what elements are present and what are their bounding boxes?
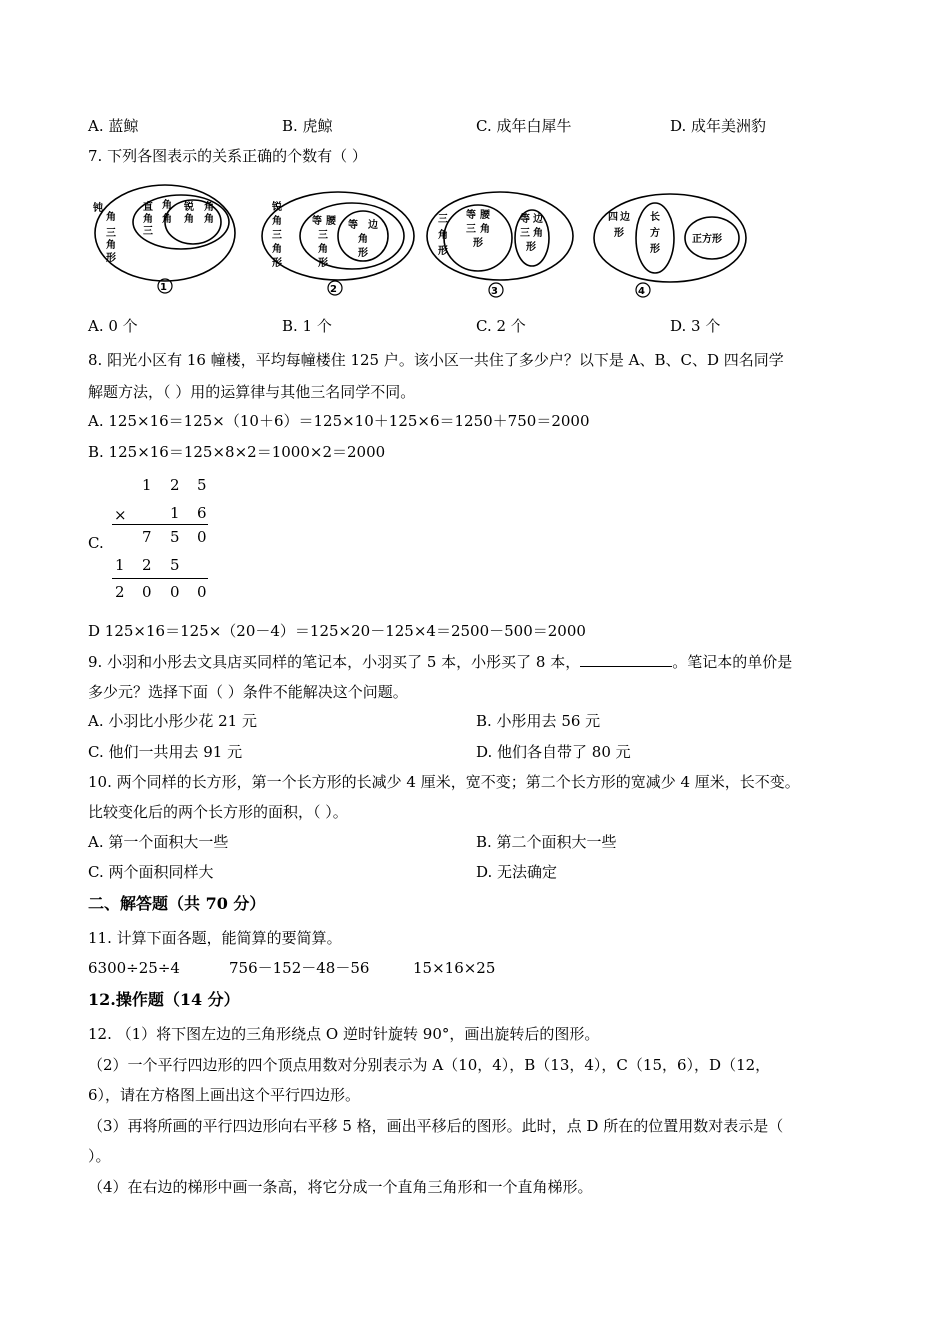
vm-r1-d1: 2 bbox=[170, 476, 180, 494]
vm-r4-d1: 2 bbox=[142, 556, 152, 574]
fig4-mid-c0: 长 bbox=[650, 212, 660, 223]
venn-figure-1 bbox=[93, 185, 235, 293]
vm-r5-d0: 2 bbox=[115, 583, 125, 601]
q9-stem-part1: 9. 小羽和小彤去文具店买同样的笔记本，小羽买了 5 本，小彤买了 8 本， bbox=[88, 653, 581, 671]
fig3-right-c0: 等 bbox=[520, 214, 530, 225]
fig3-mid-c0: 等 bbox=[466, 210, 476, 221]
q9-stem-part2: 。笔记本的单价是 bbox=[672, 653, 793, 671]
q8-option-b: B. 125×16＝125×8×2＝1000×2＝2000 bbox=[88, 443, 386, 461]
fig1-outer-c1: 角 bbox=[106, 212, 116, 223]
fig4-mid-c2: 形 bbox=[650, 244, 660, 255]
q6-option-b: B. 虎鲸 bbox=[282, 117, 333, 135]
q6-option-a: A. 蓝鲸 bbox=[88, 117, 139, 135]
q12-part1: 12. （1）将下图左边的三角形绕点 O 逆时针旋转 90°，画出旋转后的图形。 bbox=[88, 1025, 600, 1043]
q10-option-c: C. 两个面积同样大 bbox=[88, 863, 214, 881]
q6-option-c: C. 成年白犀牛 bbox=[476, 117, 572, 135]
fig3-left-c2: 形 bbox=[438, 246, 448, 257]
fig2-outer-c2: 三 bbox=[272, 230, 282, 241]
vm-r5-d1: 0 bbox=[142, 583, 152, 601]
q9-option-b: B. 小彤用去 56 元 bbox=[476, 712, 601, 730]
fig2-num: 2 bbox=[330, 284, 337, 295]
fig2-inner-c1: 边 bbox=[368, 220, 378, 231]
q8-option-d: D 125×16＝125×（20－4）＝125×20－125×4＝2500－500＝2000 bbox=[88, 622, 586, 640]
fig1-left-c1: 角 bbox=[143, 214, 153, 225]
fig3-right-c2: 三 bbox=[520, 228, 530, 239]
fig3-mid-c2: 三 bbox=[466, 224, 476, 235]
vm-r1-d0: 1 bbox=[142, 476, 152, 494]
fig3-num: 3 bbox=[491, 286, 498, 297]
q7-venn-figures bbox=[88, 178, 768, 308]
fig2-left-c4: 形 bbox=[318, 258, 328, 269]
q10-stem-line2: 比较变化后的两个长方形的面积，（ ）。 bbox=[88, 803, 348, 821]
q7-option-b: B. 1 个 bbox=[282, 317, 332, 335]
fig2-inner-c3: 形 bbox=[358, 248, 368, 259]
section-12-title: 12.操作题（14 分） bbox=[88, 990, 240, 1009]
section-2-title: 二、解答题（共 70 分） bbox=[88, 894, 266, 913]
q7-option-d: D. 3 个 bbox=[670, 317, 721, 335]
q12-part4: （4）在右边的梯形中画一条高，将它分成一个直角三角形和一个直角梯形。 bbox=[88, 1178, 593, 1196]
q7-option-a: A. 0 个 bbox=[88, 317, 138, 335]
fig1-outer-c0: 钝 bbox=[93, 203, 103, 214]
q12-part2-line1: （2）一个平行四边形的四个顶点用数对分别表示为 A（10，4），B（13，4），C（15，6），D（12， bbox=[88, 1056, 771, 1074]
vm-r5-d3: 0 bbox=[197, 583, 207, 601]
q10-option-a: A. 第一个面积大一些 bbox=[88, 833, 229, 851]
venn-figure-4 bbox=[594, 194, 746, 297]
fig3-right-c3: 角 bbox=[533, 228, 543, 239]
vm-r3-d1: 5 bbox=[170, 528, 180, 546]
fig3-mid-c4: 形 bbox=[473, 238, 483, 249]
fig1-left-c2: 三 bbox=[143, 226, 153, 237]
q12-part3-line2: ）。 bbox=[88, 1147, 111, 1165]
vm-r3-d0: 7 bbox=[142, 528, 152, 546]
q12-part3-line1: （3）再将所画的平行四边形向右平移 5 格，画出平移后的图形。此时，点 D 所在的位置用数对表示是（ bbox=[88, 1117, 784, 1135]
fig1-num: 1 bbox=[160, 282, 167, 293]
fig2-left-c0: 等 bbox=[312, 216, 322, 227]
vm-r2-d0: 1 bbox=[170, 504, 180, 522]
q9-option-d: D. 他们各自带了 80 元 bbox=[476, 743, 631, 761]
q10-option-d: D. 无法确定 bbox=[476, 863, 558, 881]
q8-option-a: A. 125×16＝125×（10＋6）＝125×10＋125×6＝1250＋750＝2000 bbox=[88, 412, 590, 430]
fig3-left-c1: 角 bbox=[438, 230, 448, 241]
q10-stem-line1: 10. 两个同样的长方形，第一个长方形的长减少 4 厘米，宽不变；第二个长方形的宽减少 4 厘米，长不变。 bbox=[88, 773, 800, 791]
fig1-right-c3: 角 bbox=[204, 214, 214, 225]
q8-stem-line1: 8. 阳光小区有 16 幢楼，平均每幢楼住 125 户。该小区一共住了多少户？以下是 A、B、C、D 四名同学 bbox=[88, 351, 784, 369]
q11-expr-1: 6300÷25÷4 bbox=[88, 959, 180, 977]
q11-stem: 11. 计算下面各题，能简算的要简算。 bbox=[88, 929, 342, 947]
q7-option-c: C. 2 个 bbox=[476, 317, 526, 335]
q9-option-c: C. 他们一共用去 91 元 bbox=[88, 743, 243, 761]
fig2-inner-c0: 等 bbox=[348, 220, 358, 231]
fig4-num: 4 bbox=[638, 286, 645, 297]
vm-times-sign: × bbox=[114, 506, 127, 524]
vm-line-2 bbox=[112, 578, 208, 579]
q9-stem-line2: 多少元？选择下面（ ）条件不能解决这个问题。 bbox=[88, 683, 408, 701]
q9-blank bbox=[580, 652, 672, 667]
q9-option-a: A. 小羽比小彤少花 21 元 bbox=[88, 712, 257, 730]
fig1-outer-c4: 形 bbox=[106, 253, 116, 264]
vm-line-1 bbox=[112, 524, 208, 525]
fig2-outer-c3: 角 bbox=[272, 244, 282, 255]
fig2-left-c3: 角 bbox=[318, 244, 328, 255]
fig3-left-c0: 三 bbox=[438, 214, 448, 225]
fig3-mid-c3: 角 bbox=[480, 224, 490, 235]
fig2-outer-c0: 锐 bbox=[272, 202, 282, 213]
fig2-outer-c1: 角 bbox=[272, 216, 282, 227]
fig2-left-c1: 腰 bbox=[326, 216, 336, 227]
venn-figure-2 bbox=[262, 192, 414, 295]
q8-option-c-label: C. bbox=[88, 534, 104, 552]
fig1-right-c2: 角 bbox=[204, 202, 214, 213]
fig1-mid-c1: 角 bbox=[162, 214, 172, 225]
fig4-mid-c1: 方 bbox=[650, 228, 660, 239]
q9-stem-line1 bbox=[88, 652, 792, 672]
vm-r4-d0: 1 bbox=[115, 556, 125, 574]
vm-r5-d2: 0 bbox=[170, 583, 180, 601]
fig4-inner: 正方形 bbox=[692, 234, 722, 245]
q8-stem-line2: 解题方法，（ ）用的运算律与其他三名同学不同。 bbox=[88, 383, 416, 401]
fig1-outer-c3: 角 bbox=[106, 240, 116, 251]
q11-expr-3: 15×16×25 bbox=[413, 959, 496, 977]
vm-r1-d2: 5 bbox=[197, 476, 207, 494]
q12-part2-line2: 6），请在方格图上画出这个平行四边形。 bbox=[88, 1086, 361, 1104]
q6-option-d: D. 成年美洲豹 bbox=[670, 117, 767, 135]
fig2-outer-c4: 形 bbox=[272, 258, 282, 269]
fig4-outer-c1: 边 bbox=[620, 212, 630, 223]
fig3-right-c1: 边 bbox=[533, 214, 543, 225]
venn-figure-3 bbox=[427, 192, 573, 297]
vm-r2-d1: 6 bbox=[197, 504, 207, 522]
q10-option-b: B. 第二个面积大一些 bbox=[476, 833, 617, 851]
fig4-outer-c2: 形 bbox=[614, 228, 624, 239]
fig1-outer-c2: 三 bbox=[106, 228, 116, 239]
fig1-right-c1: 角 bbox=[184, 214, 194, 225]
fig1-left-c0: 直 bbox=[143, 202, 153, 213]
fig3-right-c4: 形 bbox=[526, 242, 536, 253]
q11-expr-2: 756－152－48－56 bbox=[229, 959, 370, 977]
fig4-outer-c0: 四 bbox=[608, 212, 618, 223]
fig2-inner-c2: 角 bbox=[358, 234, 368, 245]
q7-stem: 7. 下列各图表示的关系正确的个数有（ ） bbox=[88, 147, 367, 165]
vm-r4-d2: 5 bbox=[170, 556, 180, 574]
fig3-mid-c1: 腰 bbox=[480, 210, 490, 221]
fig2-left-c2: 三 bbox=[318, 230, 328, 241]
fig1-right-c0: 锐 bbox=[184, 202, 194, 213]
fig1-mid-c0: 角 bbox=[162, 200, 172, 211]
vm-r3-d2: 0 bbox=[197, 528, 207, 546]
